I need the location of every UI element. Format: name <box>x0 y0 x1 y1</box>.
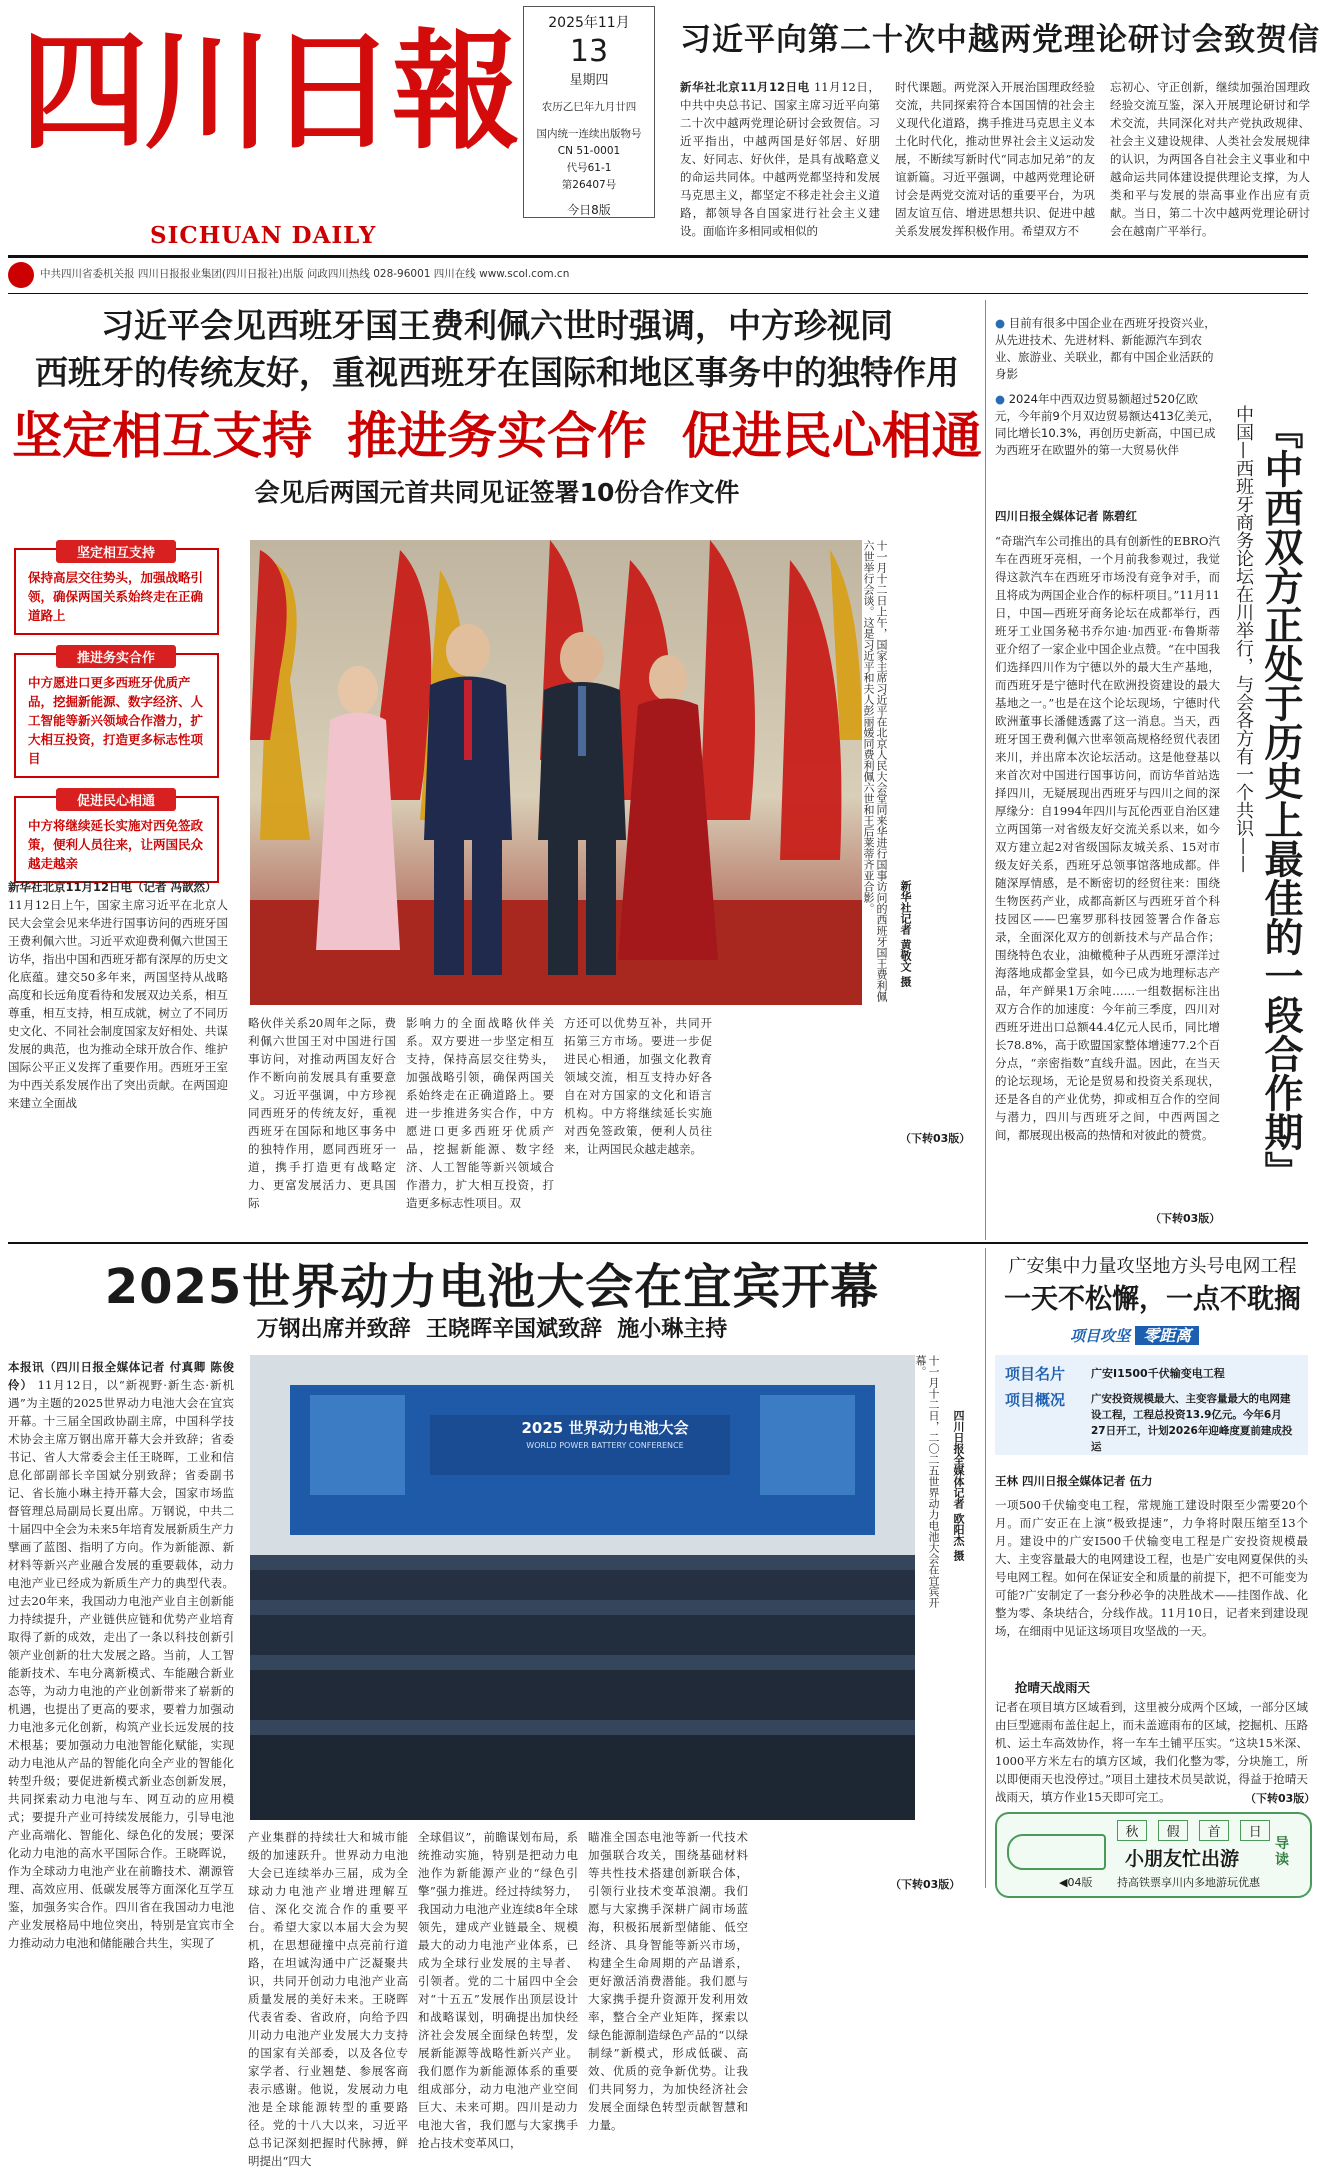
grid-kicker: 广安集中力量攻坚地方头号电网工程 <box>1008 1256 1297 1277</box>
issn-line: 代号61-1 <box>566 162 612 174</box>
logo-icon <box>8 262 34 288</box>
project-name-value: 广安I1500千伏输变电工程 <box>1091 1367 1225 1380</box>
grid-subhead: 抢晴天战雨天 <box>1015 1680 1091 1695</box>
right-body: “奇瑞汽车公司推出的具有创新性的EBRO汽车在西班牙亮相，一个月前我参观过，我觉得这款汽车在西班牙市场没有竞争对手，而且将成为两国企业合作的标杆项目。”11月11日，中国—西班牙商务论坛在成都举行，西班牙工业国务秘书乔尔迪·加西亚·布鲁斯蒂亚介绍了一家企业中国企业点赞。“在中国我们选择四川作为宁德以外的最大生产基地，而西班牙是宁德时代在欧洲投资建设的最大基地之一。”也是在这个论坛现场，宁德时代欧洲董事长潘健透露了这一消息。当天，西班牙国王费利佩六世率领高规格经贸代表团来川，并出席本次论坛活动。这是他登基以来首次对中国进行国事访问，而访华首站选择四川，无疑展现出西班牙与四川之间的深厚缘分：自1994年四川与瓦伦西亚自治区建立两国第一对省级友好交流关系以来，如今双方建立起2对省级国际友城关系、15对市级友好关系，西班牙总领事馆落地成都。伴随深厚情感，是不断密切的经贸往来：围绕生物医药产业，成都高新区与西班牙首个科技园区——巴塞罗那科技园签署合作备忘录，全面深化双方的创新技术与产品合作；围绕特色农业，油橄榄种子从西班牙漂洋过海落地成都金堂县，如今已成为地理标志产品，年产鲜果1万余吨……一组数据标注出双方合作的加速度：今年前三季度，四川对西班牙进出口总额44.4亿元人民币，同比增长78.8%，高于欧盟国家整体增速77.2个百分点，“亲密指数”直线升温。因此，在当天的论坛现场，无论是贸易和投资关系现状，还是各自的产业优势，抑或相互合作的空间与潜力，四川与西班牙之间，中西两国之间，都展现出极高的热情和对彼此的赞赏。 <box>995 534 1220 1142</box>
grid-body-2: 记者在项目填方区域看到，这里被分成两个区域，一部分区域由巨型遮雨布盖住起上，而未盖遮雨布的区域，挖掘机、压路机、运土车高效协作，将一车车土铺平压实。“这块15米深、1000平方米左右的填方区域，我们化整为零，分块施工，所以即便雨天也没停过。”项目土建技术员吴歆说，得益于抢晴天战雨天，填方作业15天即可完工。 <box>995 1700 1308 1804</box>
project-card <box>995 1355 1308 1455</box>
battery-body-col1: 产业集群的持续壮大和城市能级的加速跃升。世界动力电池大会已连续举办三届，成为全球动力电池产业增进理解互信、深化交流合作的重要平台。希望大家以本届大会为契机，在思想碰撞中点亮前行道路，在坦诚沟通中广泛凝聚共识，共同开创动力电池产业高质量发展的美好未来。王晓晖代表省委、省政府，向给予四川动力电池产业发展大力支持的国家有关部委，以及各位专家学者、行业翘楚、参展客商表示感谢。他说，发展动力电池是全球能源转型的重要路径。党的十八大以来，习近平总书记深刻把握时代脉搏，鲜明提出“四大 <box>248 1830 408 2168</box>
key-point-tag: 促进民心相通 <box>56 788 176 811</box>
grid-body-1: 一项500千伏输变电工程，常规施工建设时限至少需要20个月。而广安正在上演“极致提速”，力争将时限压缩至13个月。建设中的广安I500千伏输变电工程是广安投资规模最大、主变容量最大的电网建设工程，也是广安电网夏保供的头号电网工程。如何在保证安全和质量的前提下，把不可能变为可能?广安制定了一套分秒必争的决胜战术——挂图作战、化整为零、条块结合，分线作战。11月10日，记者来到建设现场，在细雨中见证这场项目攻坚战的一天。 <box>995 1498 1308 1638</box>
section-rule <box>8 1242 1308 1244</box>
guide-box[interactable] <box>995 1812 1312 1898</box>
main-body-left: 11月12日上午，国家主席习近平在北京人民大会堂会见来华进行国事访问的西班牙国王费利佩六世。习近平欢迎费利佩六世国王访华，指出中国和西班牙都有深厚的历史文化底蕴。建交50多年来，两国坚持从战略高度和长远角度看待和发展双边关系，相互尊重，相互支持，相互成就，树立了不同历史文化、不同社会制度国家友好相处、共谋发展的典范，也为推动全球开放合作、维护国际公平正义发挥了重要作用。西班牙王室为中西关系发展作出了突出贡献。在两国迎来建立全面战 <box>8 898 228 1110</box>
key-point-tag: 推进务实合作 <box>56 645 176 668</box>
masthead-logo: 四川日報 <box>20 17 517 167</box>
screen-title: 2025 世界动力电池大会 <box>521 1419 689 1437</box>
page-count: 今日8版 <box>567 203 611 217</box>
date-month: 2025年11月 <box>548 15 630 31</box>
guide-stop: 秋 <box>1117 1820 1147 1841</box>
masthead-rule <box>8 255 1308 258</box>
battery-byline: 本报讯（四川日报全媒体记者 付真卿 陈俊伶） <box>8 1360 234 1392</box>
project-overview-label: 项目概况 <box>1005 1391 1066 1409</box>
date-weekday: 星期四 <box>569 73 609 88</box>
key-point-text: 保持高层交往势头，加强战略引领，确保两国关系始终走在正确道路上 <box>28 570 204 623</box>
right-byline: 四川日报全媒体记者 陈碧红 <box>995 509 1138 523</box>
guide-stop: 日 <box>1240 1820 1270 1841</box>
key-point-box <box>14 653 219 778</box>
grid-badge: 项目攻坚 零距离 <box>1070 1323 1199 1346</box>
battery-photo-credit: 四川日报全媒体记者 欧阳杰 摄 <box>952 1410 965 1561</box>
main-photo-caption: 十一月十二日上午，国家主席习近平在北京人民大会堂同来华进行国事访问的西班牙国王费利佩六世举行会谈。这是习近平和夫人彭丽媛同费利佩六世和王后莱蒂齐亚合影。 <box>862 540 888 1002</box>
main-subheadline: 会见后两国元首共同见证签署10份合作文件 <box>254 478 740 507</box>
battery-photo <box>250 1355 915 1820</box>
date-box <box>523 6 655 218</box>
battery-body-col3: 瞄准全国态电池等新一代技术加强联合攻关，围绕基础材料等共性技术搭建创新联合体，引领行业技术变革浪潮。我们愿与大家携手深耕广阔市场蓝海，积极拓展新型储能、低空经济、具身智能等新兴市场，构建全生命周期的产品谱系，更好激活消费潜能。我们愿与大家携手提升资源开发利用效率，整合全产业矩阵，探索以绿色能源制造绿色产品的“以绿制绿”新模式，形成低碳、高效、优质的竞争新优势。让我们共同努力，为加快经济社会发展全面绿色转型贡献智慧和力量。 <box>588 1830 748 2132</box>
key-point-text: 中方将继续延长实施对西免签政策，便利人员往来，让两国民众越走越亲 <box>28 818 204 871</box>
column-divider <box>985 1248 986 1888</box>
highlight-bullet: ● 2024年中西双边贸易额超过520亿欧元，今年前9个月双边贸易额达413亿美元，同比增长10.3%，再创历史新高，中国已成为西班牙在欧盟外的第一大贸易伙伴 <box>995 392 1220 457</box>
guide-text: 持高铁票享川内多地游玩优惠 <box>1117 1876 1260 1889</box>
main-body-col3: 方还可以优势互补，共同开拓第三方市场。要进一步促进民心相通，加强文化教育领域交流，相互支持办好各自在对方国家的文化和语言机构。中方将继续延长实施对西免签政策，便利人员往来，让两国民众越走越亲。 <box>564 1016 712 1156</box>
battery-headline: 2025世界动力电池大会在宜宾开幕 <box>104 1259 880 1315</box>
masthead-rule-thin <box>8 293 1308 294</box>
main-headline-line2: 西班牙的传统友好，重视西班牙在国际和地区事务中的独特作用 <box>35 353 959 392</box>
state-visit-photo <box>250 540 862 1005</box>
battery-body-left: 11月12日，以“新视野·新生态·新机遇”为主题的2025世界动力电池大会在宜宾开幕。十三届全国政协副主席，中国科学技术协会主席万钢出席开幕大会并致辞；省委书记、省人大常委会主任王晓晖，工业和信息化部副部长辛国斌分别致辞；省委副书记、省长施小琳主持开幕大会，国家市场监督管理总局副局长夏出席。万钢说，中共二十届四中全会为未来5年培育发展新质生产力擘画了蓝图、指明了方向。作为新能源、新材料等新兴产业融合发展的重要载体，动力电池产业已经成为新质生产力的典型代表。过去20年来，我国动力电池产业自主创新能力持续提升，产业链供应链和优势产业培育取得了新的成效，走出了一条以科技创新引领产业创新的壮大发展之路。当前，人工智能新技术、车电分离新模式、车能融合新业态等，为动力电池的产业创新带来了崭新的机遇，也提出了更高的要求，要着力加强动力电池多元化创新，构筑产业长远发展的技术根基；要加强动力电池智能化赋能，实现动力电池从产品的智能化向全产业的智能化转型升级；要促进新模式新业态创新发展，共同探索动力电池与车、网互动的应用模式；要提升产业可持续发展能力，引导电池产业高端化、智能化、绿色化的发展；要深化动力电池的高水平国际合作。王晓晖说，作为全球动力电池产业在前瞻技术、潮源管理、高效应用、低碳发展等方面深化互学互鉴，加强务实合作。四川省在我国动力电池产业发展格局中地位突出，特别是宜宾市全力推动动力电池和储能融合共生，实现了 <box>8 1378 235 1950</box>
issn-line: CN 51-0001 <box>557 145 621 157</box>
right-vertical-headline: 『中西双方正处于历史上最佳的一段合作期』 <box>1258 410 1303 1190</box>
guide-label: 导读 <box>1275 1836 1289 1868</box>
battery-subheadline: 万钢出席并致辞 王晓晖辛国斌致辞 施小琳主持 <box>256 1317 728 1342</box>
guide-stop: 首 <box>1199 1820 1229 1841</box>
masthead-english-name: SICHUAN DAILY <box>150 222 377 249</box>
main-photo-credit: 新华社记者 黄敬文 摄 <box>899 880 912 987</box>
issn-line: 第26407号 <box>561 179 617 191</box>
main-dateline: 新华社北京11月12日电（记者 冯歆然） <box>8 880 217 894</box>
battery-photo-caption: 十一月十二日，二〇二五世界动力电池大会在宜宾开幕。 <box>914 1355 940 1608</box>
bullet-icon: ● <box>995 392 1006 406</box>
top-body-col1: 11月12日，中共中央总书记、国家主席习近平向第二十次中越两党理论研讨会致贺信。习近平指出，中越两国是好邻居、好朋友、好同志、好伙伴，是具有战略意义的命运共同体。中越两党都坚持和发展马克思主义，都坚定不移走社会主义道路，都领导各自国家进行社会主义建设。面临许多相同或相似的 <box>680 80 880 238</box>
main-headline-line1: 习近平会见西班牙国王费利佩六世时强调，中方珍视同 <box>101 306 893 345</box>
project-overview-value: 广安投资规模最大、主变容量最大的电网建设工程，工程总投资13.9亿元。今年6月27日开工，计划2026年迎峰度夏前建成投运 <box>1091 1393 1293 1453</box>
lunar-date: 农历乙巳年九月廿四 <box>541 101 637 113</box>
battery-body-col2: 全球倡议”，前瞻谋划布局，系统推动实施，特别是把动力电池作为新能源产业的“绿色引擎”强力推进。经过持续努力，我国动力电池产业连续8年全球领先，建成产业链最全、规模最大的动力电池产业体系，已成为全球行业发展的主导者、引领者。党的二十届四中全会对“十五五”发展作出顶层设计和战略谋划，明确提出加快经济社会发展全面绿色转型，发展新能源等战略性新兴产业。我们愿作为新能源体系的重要组成部分，动力电池产业空间巨大、未来可期。四川是动力电池大省，我们愿与大家携手抢占技术变革风口， <box>418 1830 578 2150</box>
top-body-col2: 时代课题。两党深入开展治国理政经验交流，共同探索符合本国国情的社会主义现代化道路，携手推进马克思主义本土化时代化，推动世界社会主义运动发展，不断续写新时代“同志加兄弟”的友谊新篇。习近平强调，中越两党理论研讨会是两党交流对话的重要平台，为巩固友谊互信、增进思想共识、促进中越关系发展发挥积极作用。希望双方不 <box>895 80 1095 238</box>
masthead-publisher-line: 中共四川省委机关报 四川日报报业集团(四川日报社)出版 问政四川热线 028-96001 四川在线 www.scol.com.cn <box>40 268 570 280</box>
guide-stops <box>1117 1820 1270 1841</box>
key-point-box <box>14 796 219 883</box>
project-name-label: 项目名片 <box>1005 1365 1066 1383</box>
highlight-bullet: ● 目前有很多中国企业在西班牙投资兴业，从先进技术、先进材料、新能源汽车到农业、旅游业、关联业，都有中国企业活跃的身影 <box>995 316 1216 381</box>
guide-headline: 小朋友忙出游 <box>1125 1848 1240 1870</box>
main-continued: （下转03版） <box>900 1132 971 1145</box>
main-body-col2: 影响力的全面战略伙伴关系。双方要进一步坚定相互支持，保持高层交往势头，加强战略引领，确保两国关系始终走在正确道路上。要进一步推进务实合作，中方愿进口更多西班牙优质产品，挖掘新能源、数字经济、人工智能等新兴领域合作潜力，扩大相互投资，打造更多标志性项目。双 <box>406 1016 554 1210</box>
top-dateline: 新华社北京11月12日电 <box>680 80 810 94</box>
right-continued: （下转03版） <box>1150 1212 1221 1225</box>
key-point-tag: 坚定相互支持 <box>56 540 176 563</box>
battery-continued: （下转03版） <box>890 1878 961 1891</box>
main-photo <box>250 540 862 1005</box>
screen-english-title: WORLD POWER BATTERY CONFERENCE <box>526 1441 684 1450</box>
key-point-text: 中方愿进口更多西班牙优质产品，挖掘新能源、数字经济、人工智能等新兴领域合作潜力，扩大相互投资，打造更多标志性项目 <box>28 675 204 766</box>
top-headline: 习近平向第二十次中越两党理论研讨会致贺信 <box>680 22 1320 58</box>
highlight-box <box>995 315 1220 459</box>
right-vertical-kicker: 中国—西班牙商务论坛在川举行，与会各方有一个共识—— <box>1233 405 1254 873</box>
guide-stop: 假 <box>1158 1820 1188 1841</box>
train-icon <box>1007 1834 1106 1870</box>
top-body-col3: 忘初心、守正创新，继续加强治国理政经验交流互鉴，深入开展理论研讨和学术交流，共同深化对共产党执政规律、社会主义建设规律、人类社会发展规律的认识，为两国各自社会主义事业和中越命运共同体建设提供理论支撑，为人类和平与发展的崇高事业作出应有贡献。当日，第二十次中越两党理论研讨会在越南广平举行。 <box>1110 80 1310 238</box>
guide-page-link[interactable]: ◀04版 <box>1059 1876 1093 1889</box>
bullet-icon: ● <box>995 316 1006 330</box>
grid-headline: 一天不松懈，一点不耽搁 <box>1004 1284 1301 1315</box>
column-divider <box>985 300 986 1240</box>
key-point-box <box>14 548 219 635</box>
main-body-col1: 略伙伴关系20周年之际，费利佩六世国王对中国进行国事访问，对推动两国友好合作不断向前发展具有重要意义。习近平强调，中方珍视同西班牙的传统友好，重视西班牙在国际和地区事务中的独特作用，愿同西班牙一道，携手打造更有战略定力、更富发展活力、更具国际 <box>248 1016 396 1210</box>
grid-continued: （下转03版） <box>1245 1792 1316 1805</box>
issn-line: 国内统一连续出版物号 <box>536 128 642 140</box>
grid-byline: 王林 四川日报全媒体记者 伍力 <box>995 1474 1153 1488</box>
main-big-headline: 坚定相互支持 推进务实合作 促进民心相通 <box>12 407 982 465</box>
date-day: 13 <box>569 34 609 69</box>
